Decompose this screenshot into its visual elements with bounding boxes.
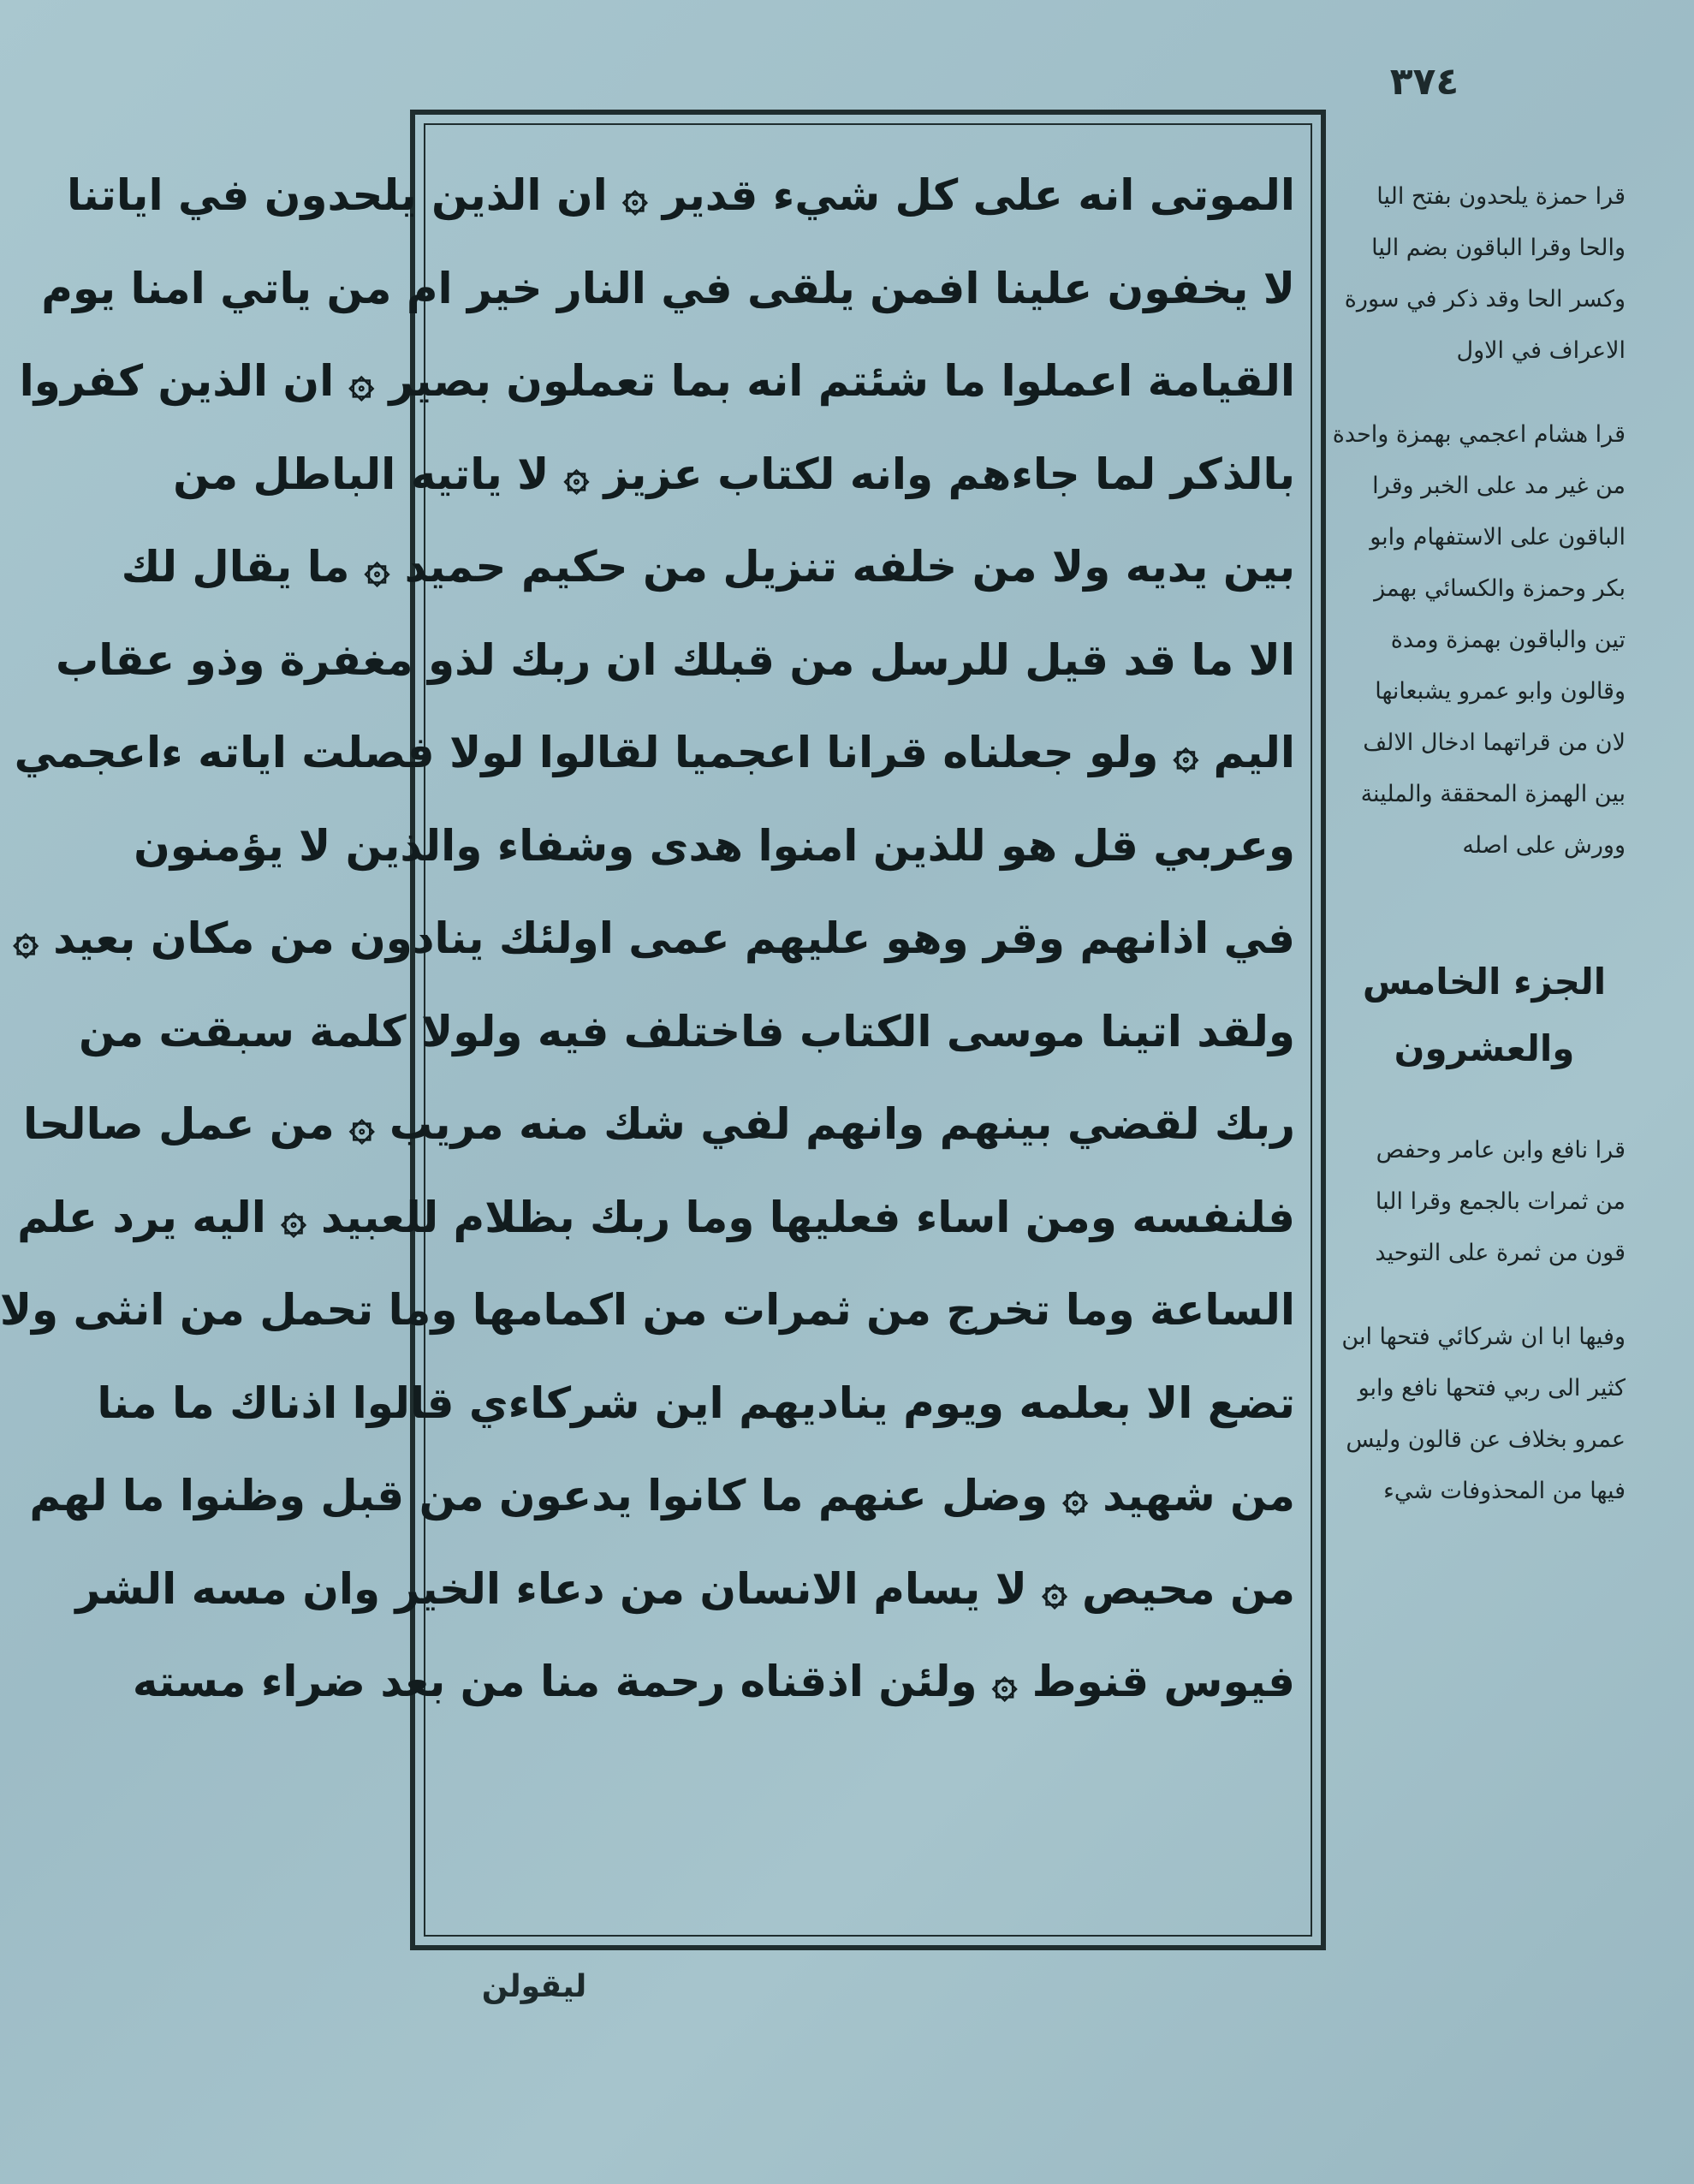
text-line: لا يخفون علينا افمن يلقى في النار خير ام من ياتي امنا يوم (41, 263, 1295, 313)
note-line: والحا وقرا الباقون بضم اليا (1371, 235, 1626, 261)
note-line: وفيها ابا ان شركائي فتحها ابن (1341, 1324, 1626, 1350)
catchword: ليقولن (481, 1969, 587, 2004)
text-line: فلنفسه ومن اساء فعليها وما ربك بظلام للعبيد ۞ اليه يرد علم (17, 1192, 1295, 1242)
note-line: عمرو بخلاف عن قالون وليس (1346, 1426, 1626, 1453)
note-line: من غير مد على الخبر وقرا (1372, 473, 1626, 499)
text-line: الساعة وما تخرج من ثمرات من اكمامها وما تحمل من انثى ولا (0, 1285, 1295, 1336)
text-line: بين يديه ولا من خلفه تنزيل من حكيم حميد ۞ ما يقال لك (121, 542, 1295, 592)
note-line: قون من ثمرة على التوحيد (1375, 1240, 1626, 1266)
text-line: الموتى انه على كل شيء قدير ۞ ان الذين يلحدون في اياتنا (66, 170, 1295, 221)
juz-heading-line: والعشرون (1394, 1027, 1575, 1069)
juz-heading-line: الجزء الخامس (1362, 961, 1607, 1003)
note-line: وقالون وابو عمرو يشبعانها (1375, 678, 1626, 705)
note-line: قرا حمزة يلحدون بفتح اليا (1376, 183, 1626, 210)
marginal-notes (1332, 171, 1626, 1517)
text-line: ربك لقضي بينهم وانهم لفي شك منه مريب ۞ من عمل صالحا (23, 1099, 1295, 1150)
note-line: من ثمرات بالجمع وقرا البا (1375, 1188, 1626, 1215)
section-heading (1343, 949, 1626, 1082)
note-line: كثير الى ربي فتحها نافع وابو (1358, 1375, 1626, 1401)
note-line: لان من قراتهما ادخال الالف (1363, 729, 1626, 756)
text-line: ولقد اتينا موسى الكتاب فاختلف فيه ولولا كلمة سبقت من (79, 1006, 1295, 1056)
note-line: تين والباقون بهمزة ومدة (1390, 627, 1626, 653)
main-text-frame (0, 110, 1326, 1950)
text-line: القيامة اعملوا ما شئتم انه بما تعملون بصير ۞ ان الذين كفروا (19, 356, 1295, 407)
text-line: فيوس قنوط ۞ ولئن اذقناه رحمة منا من بعد ضراء مسته (132, 1657, 1295, 1707)
page-number: ٣٧٤ (1389, 60, 1459, 104)
note-block-hisham-ajami (1332, 409, 1626, 872)
text-line: الا ما قد قيل للرسل من قبلك ان ربك لذو مغفرة وذو عقاب (56, 634, 1295, 685)
text-line: اليم ۞ ولو جعلناه قرانا اعجميا لقالوا لولا فصلت اياته ءاعجمي (14, 728, 1295, 778)
note-line: الاعراف في الاول (1456, 337, 1626, 364)
text-line: وعربي قل هو للذين امنوا هدى وشفاء والذين لا يؤمنون (134, 820, 1295, 871)
text-line: من شهيد ۞ وضل عنهم ما كانوا يدعون من قبل وظنوا ما لهم (29, 1471, 1295, 1521)
note-line: وكسر الحا وقد ذكر في سورة (1344, 286, 1626, 312)
note-block-hamza-yulhidun (1343, 171, 1626, 377)
note-line: الباقون على الاستفهام وابو (1370, 524, 1626, 550)
note-line: بين الهمزة المحققة والملينة (1360, 781, 1626, 807)
main-text-block (0, 149, 1295, 1729)
note-line: بكر وحمزة والكسائي بهمز (1374, 575, 1626, 602)
text-line: من محيص ۞ لا يسام الانسان من دعاء الخير وان مسه الشر (75, 1563, 1295, 1614)
note-line: قرا نافع وابن عامر وحفص (1376, 1137, 1626, 1163)
note-line: وورش على اصله (1462, 832, 1626, 859)
note-block-thamarat (1343, 1125, 1626, 1517)
text-line: في اذانهم وقر وهو عليهم عمى اولئك ينادون من مكان بعيد ۞ (13, 913, 1295, 964)
note-line: فيها من المحذوفات شيء (1383, 1478, 1626, 1504)
note-line: قرا هشام اعجمي بهمزة واحدة (1332, 421, 1626, 448)
text-line: تضع الا بعلمه ويوم يناديهم اين شركاءي قالوا اذناك ما منا (97, 1378, 1295, 1428)
text-line: بالذكر لما جاءهم وانه لكتاب عزيز ۞ لا ياتيه الباطل من (173, 449, 1295, 499)
